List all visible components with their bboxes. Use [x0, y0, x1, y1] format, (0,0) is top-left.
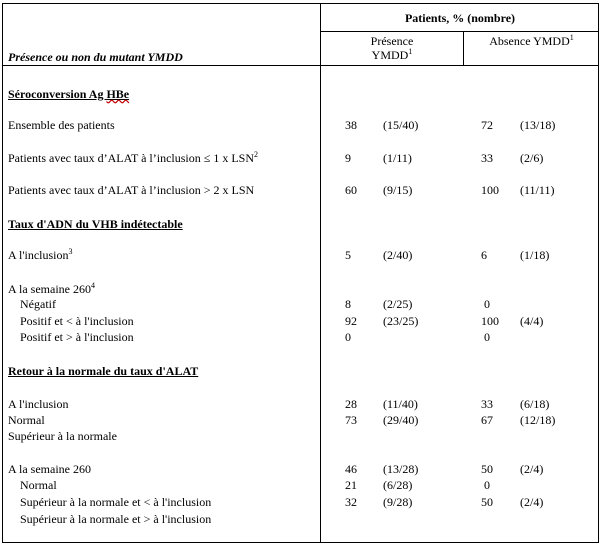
column-divider-label: [320, 3, 321, 543]
header-bottom-divider: [2, 65, 599, 66]
results-table: [2, 3, 599, 543]
section-title-alat: Retour à la normale du taux d'ALAT: [8, 364, 199, 378]
section-title-seroconversion: Séroconversion Ag HBe: [8, 87, 130, 101]
header-col-absence: Absence YMDD$^1$: [489, 33, 574, 48]
header-group-title: Patients, % (nombre): [404, 11, 516, 25]
header-group-divider: [320, 31, 599, 32]
header-col-presence: Présence: [370, 34, 414, 48]
header-col-presence-ymdd: YMDD$^1$: [371, 47, 413, 62]
header-row-label: Présence ou non du mutant YMDD: [8, 50, 183, 64]
section-title-adn: Taux d'ADN du VHB indétectable: [8, 217, 183, 231]
